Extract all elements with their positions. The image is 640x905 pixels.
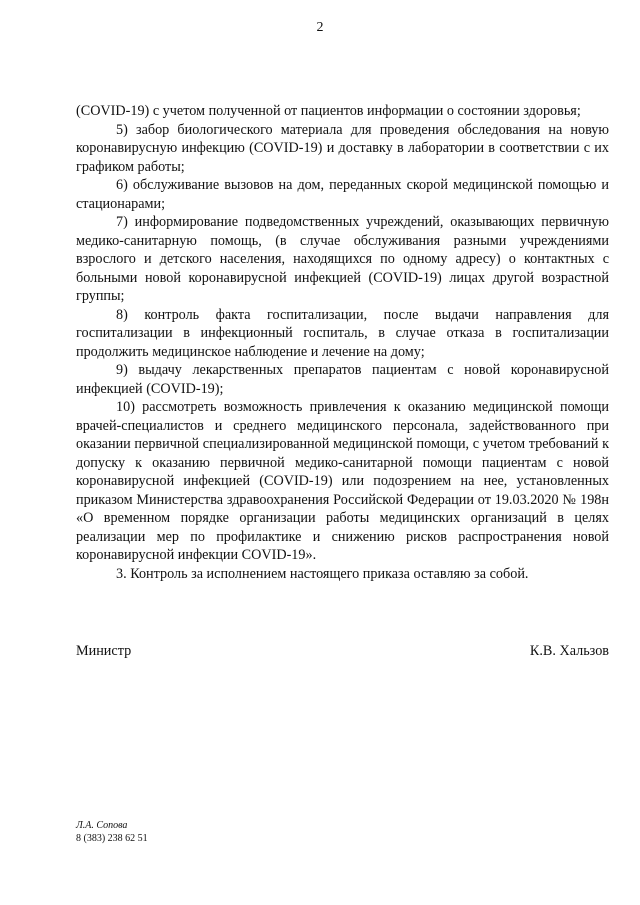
paragraph-item-5: 5) забор биологического материала для проведения обследования на новую коронавирусную инфекцию (COVID-19) и доставку в лаборатории в соответствии с их графиком работы; (76, 121, 609, 175)
executor-footer (76, 819, 148, 845)
paragraph-covid-continuation: (COVID-19) с учетом полученной от пациентов информации о состоянии здоровья; (76, 103, 581, 119)
signature-block (76, 643, 609, 660)
signer-position: Министр (76, 643, 132, 659)
paragraph-item-9: 9) выдачу лекарственных препаратов пациентам с новой коронавирусной инфекцией (COVID-19); (76, 362, 609, 397)
paragraph-item-7: 7) информирование подведомственных учреждений, оказывающих первичную медико-санитарную помощь, (в случае обслуживания разными учреждениями взрослого и детского населения, находящихся по одному адресу) о контактных с больными новой коронавирусной инфекцией (COVID-19) лицах другой возрастной группы; (76, 214, 609, 304)
executor-phone: 8 (383) 238 62 51 (76, 833, 148, 844)
paragraph-control: 3. Контроль за исполнением настоящего приказа оставляю за собой. (116, 565, 529, 582)
paragraph-item-6: 6) обслуживание вызовов на дом, переданных скорой медицинской помощью и стационарами; (76, 177, 609, 212)
executor-name: Л.А. Сопова (76, 820, 128, 831)
paragraph-item-8: 8) контроль факта госпитализации, после выдачи направления для госпитализации в инфекционный госпиталь, в случае отказа в госпитализации продолжить медицинское наблюдение и лечение на дому; (76, 306, 609, 360)
signer-name: К.В. Хальзов (529, 643, 609, 659)
document-body (76, 102, 609, 583)
page-number: 2 (316, 20, 324, 35)
paragraph-item-10: 10) рассмотреть возможность привлечения к оказанию медицинской помощи врачей-специалистов и среднего медицинского персонала, задействованного при оказании первичной специализированной медицинской помощи, с учетом требований к допуску к оказанию первичной медико-санитарной помощи пациентам с новой коронавирусной инфекцией (COVID-19) или подозрением на нее, установленных приказом Министерства здравоохранения Российской Федерации от 19.03.2020 № 198н «О временном порядке организации работы медицинских организаций в целях реализации мер по профилактике и снижению рисков распространения новой коронавирусной инфекции COVID-19». (76, 399, 609, 563)
